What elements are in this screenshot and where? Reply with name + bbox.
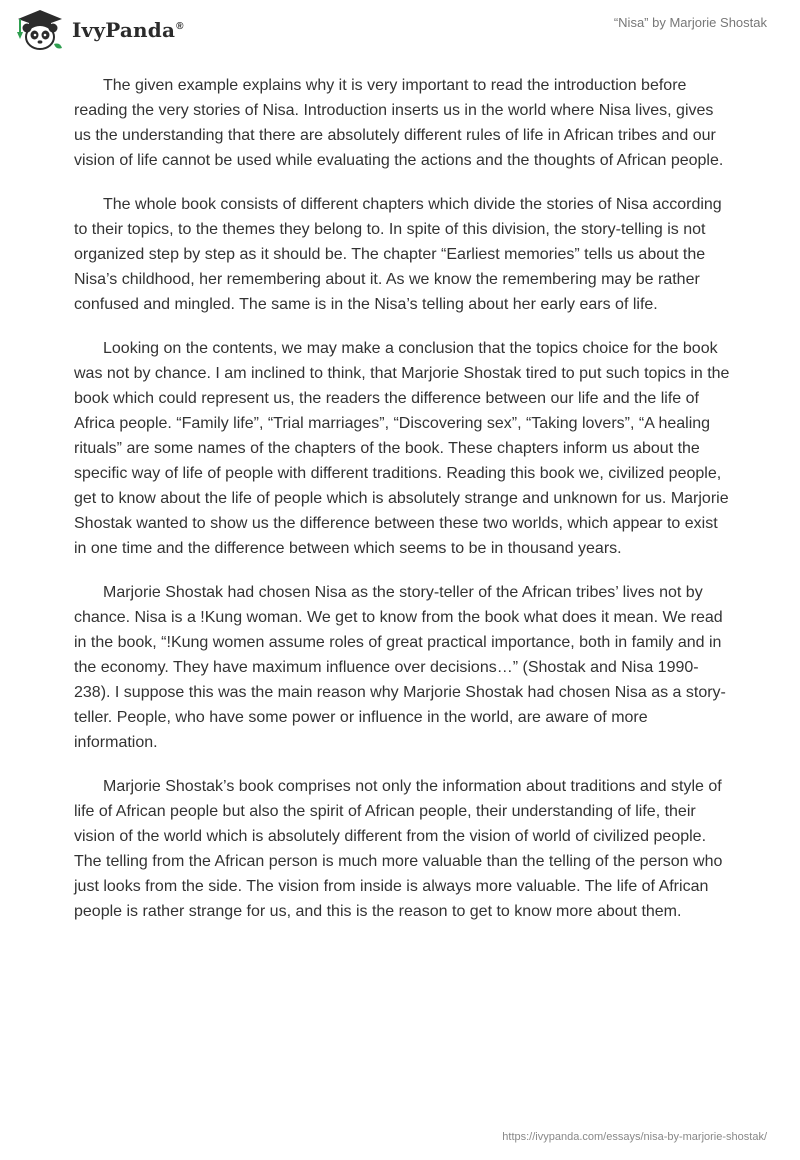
paragraph: The whole book consists of different chapters which divide the stories of Nisa according to their topics, to the themes they belong to. In spite of this division, the story-telling is not organized step by step as it should be. The chapter “Earliest memories” tells us about the Nisa’s childhood, her remembering about it. As we know the remembering may be rather confused and mingled. The same is in the Nisa’s telling about her early ears of life. bbox=[74, 196, 722, 313]
source-url[interactable]: https://ivypanda.com/essays/nisa-by-marjorie-shostak/ bbox=[502, 1131, 767, 1143]
page-header bbox=[0, 0, 800, 60]
registered-mark: ® bbox=[176, 21, 184, 33]
paragraph: The given example explains why it is very important to read the introduction before reading the very stories of Nisa. Introduction inserts us in the world where Nisa lives, gives us the understanding that there are absolutely different rules of life in African tribes and our vision of life cannot be used while evaluating the actions and the thoughts of African people. bbox=[74, 77, 724, 169]
ivypanda-logo-link[interactable] bbox=[14, 8, 184, 52]
brand-name: IvyPanda® bbox=[72, 18, 184, 42]
paragraph: Marjorie Shostak’s book comprises not only the information about traditions and style of life of African people but also the spirit of African people, their understanding of life, their vision of the world which is absolutely different from the vision of world of civilized people. The telling from the African person is much more valuable than the telling of the person who just looks from the side. The vision from inside is always more valuable. The life of African people is rather strange for us, and this is the reason to get to know more about them. bbox=[74, 778, 723, 920]
essay-body bbox=[74, 73, 734, 943]
paragraph: Looking on the contents, we may make a conclusion that the topics choice for the book was not by chance. I am inclined to think, that Marjorie Shostak tired to put such topics in the book which could represent us, the readers the difference between our life and the life of Africa people. “Family life”, “Trial marriages”, “Discovering sex”, “Taking lovers”, “A healing rituals” are some names of the chapters of the book. These chapters inform us about the specific way of life of people with different traditions. Reading this book we, civilized people, get to know about the life of people which is absolutely strange and unknown for us. Marjorie Shostak wanted to show us the difference between these two worlds, which appear to exist in one time and the difference between which seems to be in thousand years. bbox=[74, 340, 730, 557]
panda-logo-icon bbox=[14, 8, 66, 52]
paragraph: Marjorie Shostak had chosen Nisa as the story-teller of the African tribes’ lives not by chance. Nisa is a !Kung woman. We get to know from the book what does it mean. We read in the book, “!Kung women assume roles of great practical importance, both in family and in the economy. They have maximum influence over decisions…” (Shostak and Nisa 1990-238). I suppose this was the main reason why Marjorie Shostak had chosen Nisa as a story-teller. People, who have some power or influence in the world, are aware of more information. bbox=[74, 584, 726, 751]
running-title: “Nisa” by Marjorie Shostak bbox=[613, 15, 767, 30]
